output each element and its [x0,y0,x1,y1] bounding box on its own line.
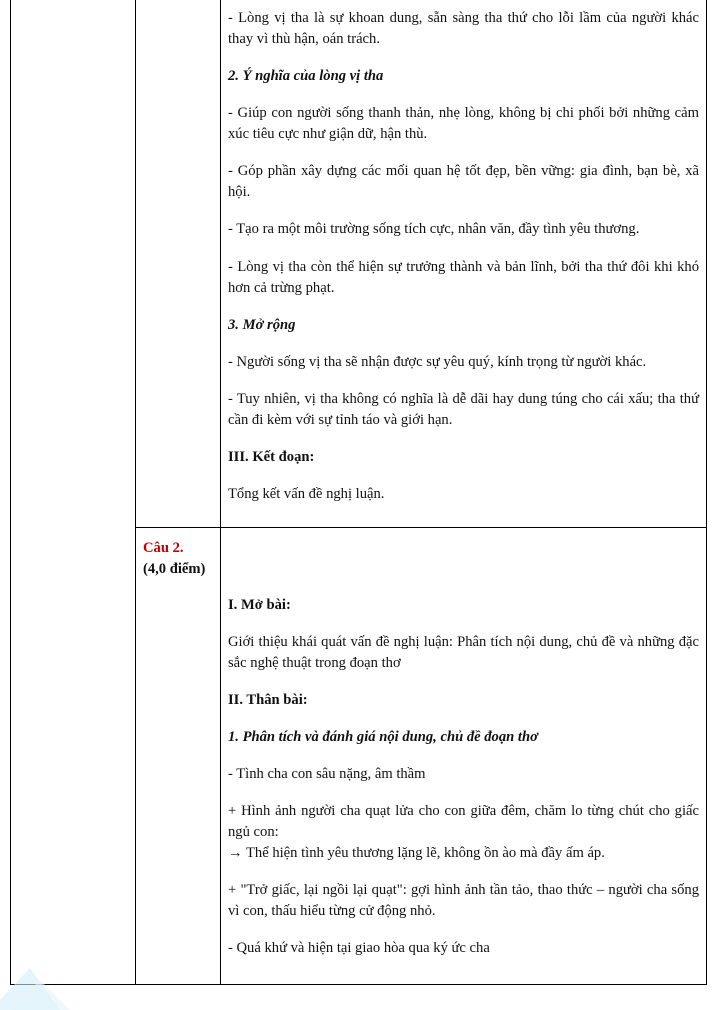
paragraph: - Tạo ra một môi trường sống tích cực, nhân văn, đầy tình yêu thương. [228,221,640,237]
paragraph: - Lòng vị tha còn thể hiện sự trưởng thành và bản lĩnh, bởi tha thứ đôi khi khó hơn cả trừng phạt. [228,259,699,296]
paragraph: + "Trở giấc, lại ngồi lại quạt": gợi hình ảnh tần tảo, thao thức – người cha sống vì con, thấu hiểu từng cử động nhỏ. [228,882,699,919]
section-heading: 2. Ý nghĩa của lòng vị tha [228,68,384,84]
answer-cell-question2 [228,527,699,985]
paragraph: - Lòng vị tha là sự khoan dung, sẵn sàng tha thứ cho lỗi lầm của người khác thay vì thù hận, oán trách. [228,10,699,47]
section-heading: III. Kết đoạn: [228,449,315,465]
section-heading: II. Thân bài: [228,692,308,708]
paragraph: → Thể hiện tình yêu thương lặng lẽ, không ồn ào mà đầy ấm áp. [228,845,605,861]
section-heading: 3. Mở rộng [228,317,296,333]
paragraph: - Người sống vị tha sẽ nhận được sự yêu quý, kính trọng từ người khác. [228,354,647,370]
paragraph: - Tình cha con sâu nặng, âm thầm [228,766,426,782]
table-border-col1 [135,0,136,985]
paragraph: - Tuy nhiên, vị tha không có nghĩa là dễ dãi hay dung túng cho cái xấu; tha thứ cần đi kèm với sự tỉnh táo và giới hạn. [228,391,699,428]
question-points: (4,0 điểm) [143,561,206,577]
question-label [143,538,205,580]
paragraph: + Hình ảnh người cha quạt lửa cho con giữa đêm, chăm lo từng chút cho giấc ngủ con: [228,803,699,840]
question-number: Câu 2. [143,540,184,556]
paragraph: - Giúp con người sống thanh thản, nhẹ lòng, không bị chi phối bởi những cảm xúc tiêu cực như giận dữ, hận thù. [228,105,699,142]
watermark-logo [0,950,80,1010]
paragraph: - Góp phần xây dựng các mối quan hệ tốt đẹp, bền vững: gia đình, bạn bè, xã hội. [228,163,699,200]
paragraph: - Quá khứ và hiện tại giao hòa qua ký ức cha [228,940,490,956]
paragraph: Giới thiệu khái quát vấn đề nghị luận: Phân tích nội dung, chủ đề và những đặc sắc nghệ thuật trong đoạn thơ [228,634,699,671]
paragraph: Tổng kết vấn đề nghị luận. [228,486,385,502]
answer-cell-question1 [228,0,699,527]
section-heading: 1. Phân tích và đánh giá nội dung, chủ đề đoạn thơ [228,729,538,745]
table-border-right [706,0,707,985]
section-heading: I. Mở bài: [228,597,291,613]
table-border-col2 [220,0,221,985]
table-border-left [10,0,11,985]
